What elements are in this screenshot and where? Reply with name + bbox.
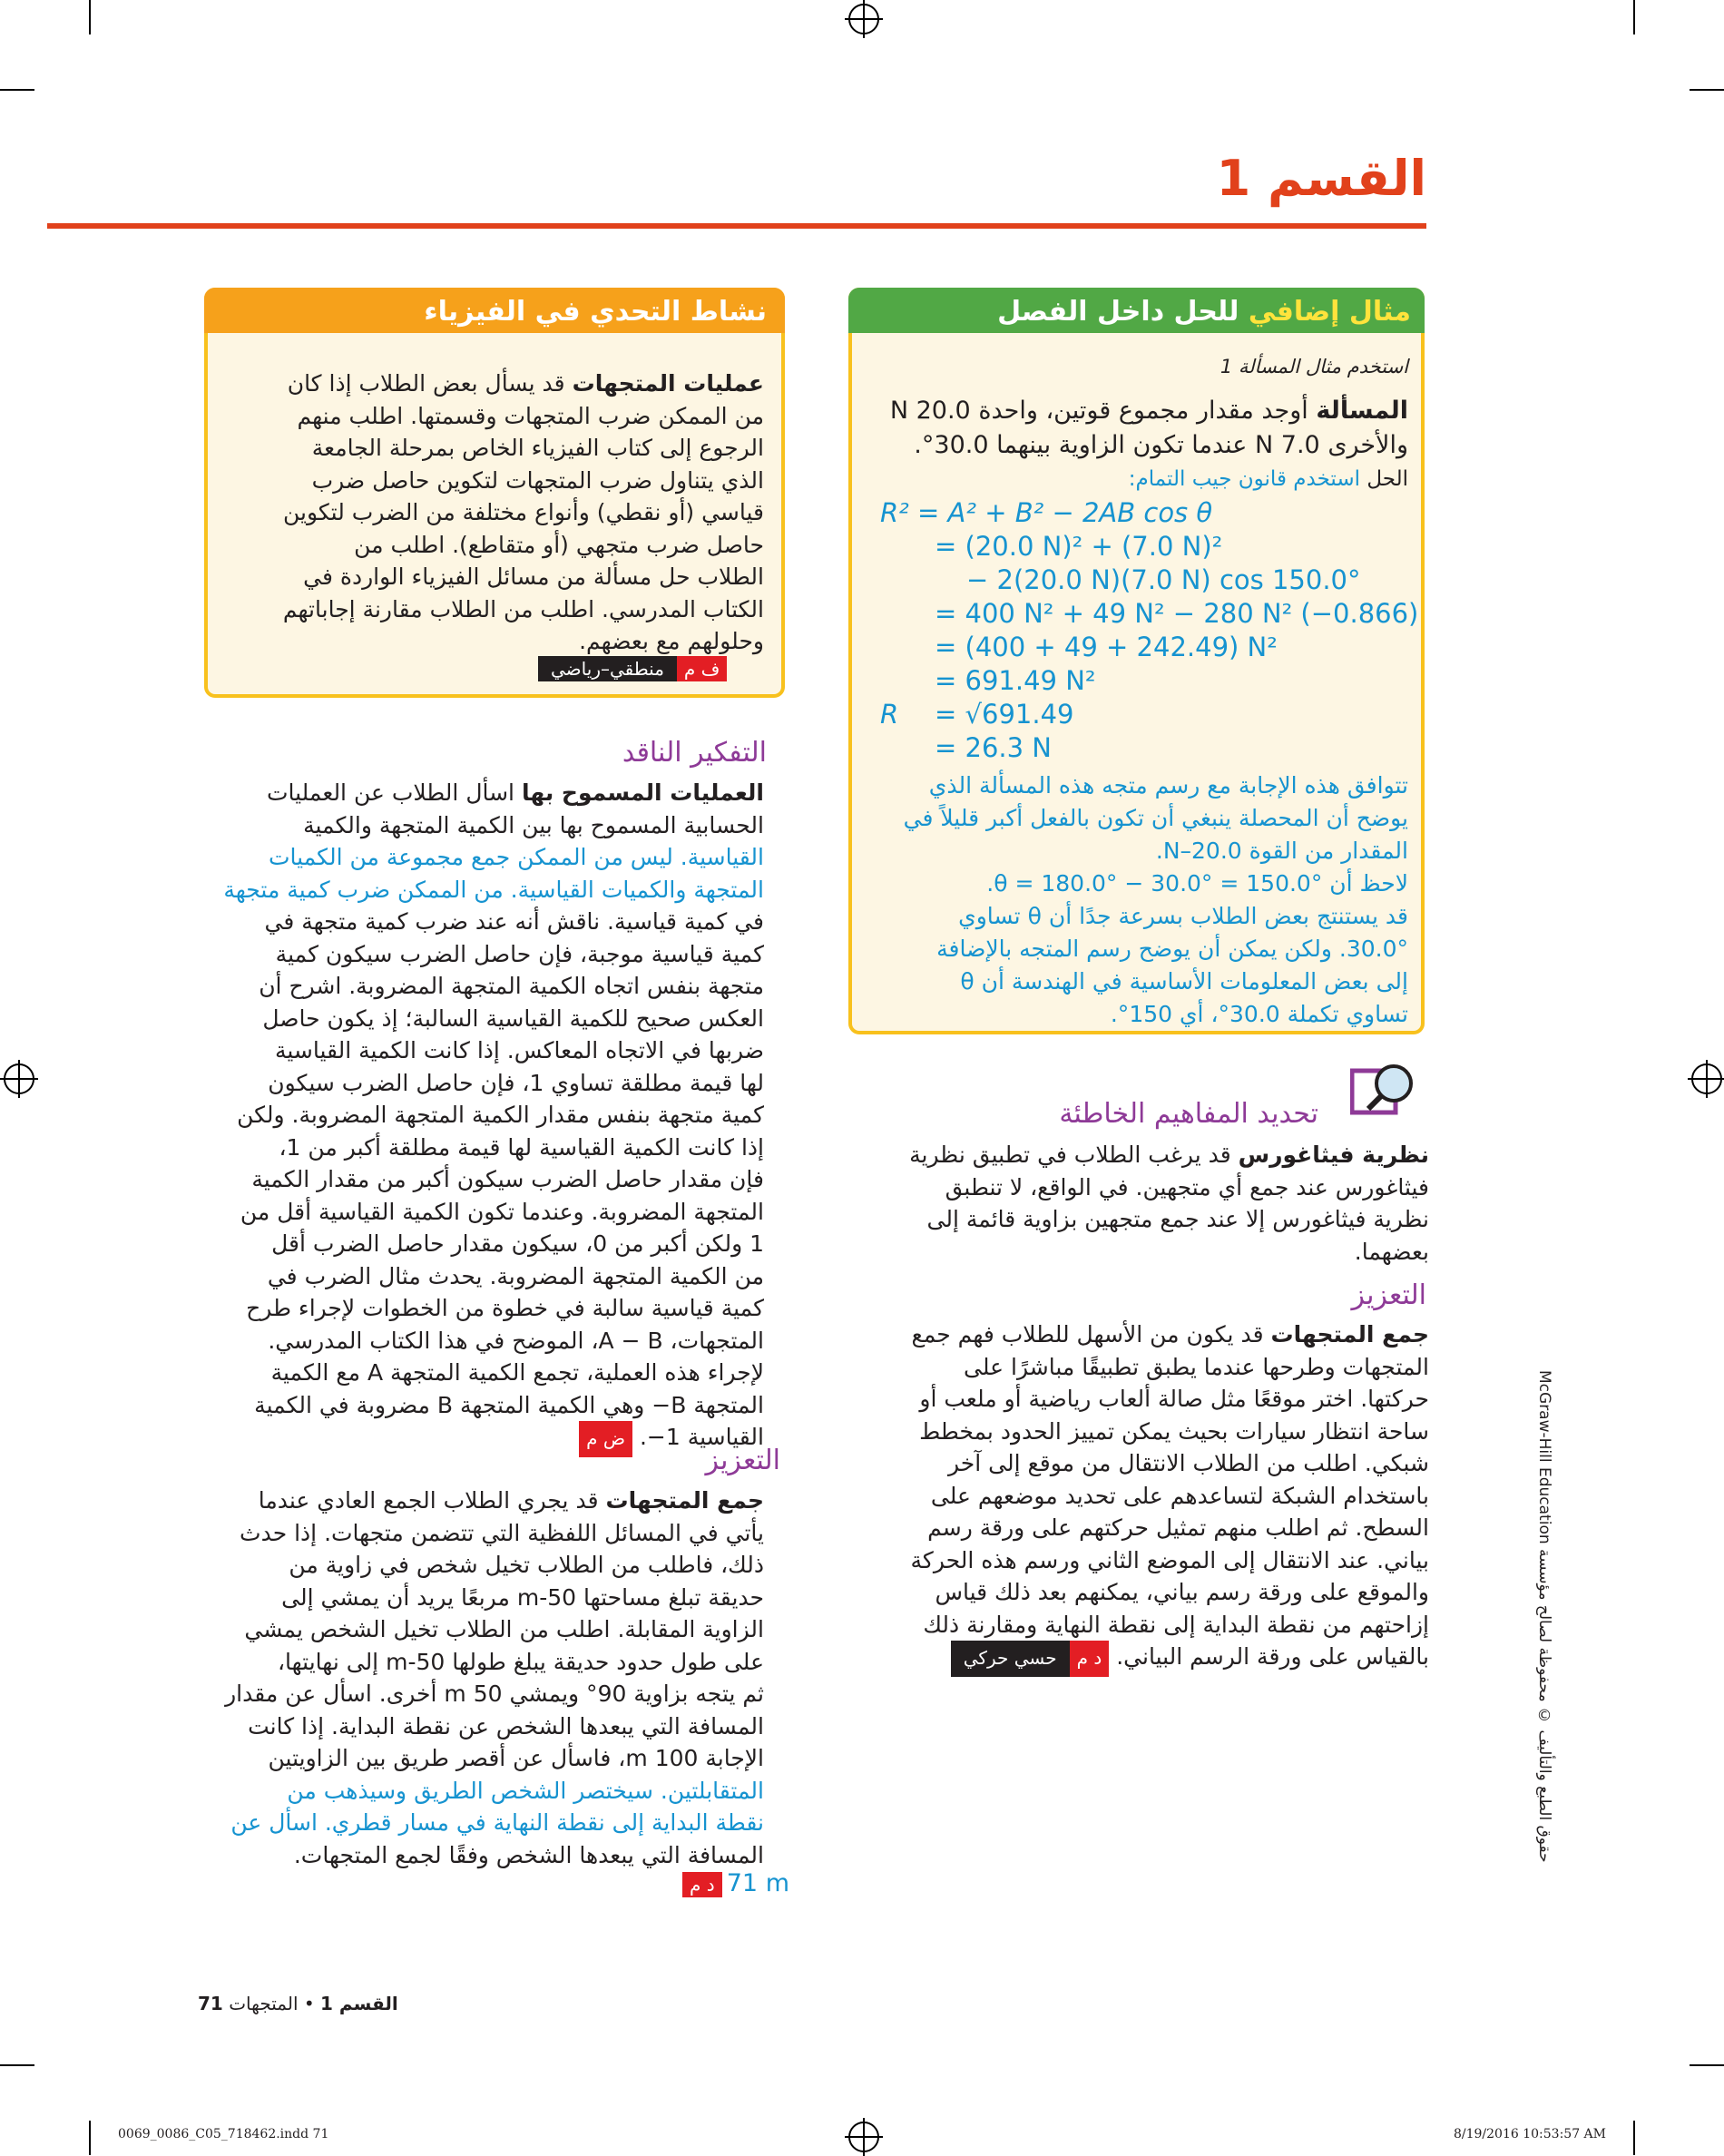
extra-example-title-prefix: مثال إضافي bbox=[1248, 296, 1411, 328]
ct-line: ضربها في الاتجاه المعاكس. إذا كانت الكمية القياسية bbox=[274, 1037, 764, 1063]
challenge-body bbox=[229, 368, 764, 658]
challenge-line: الذي يتناول ضرب المتجهات لتكوين حاصل ضرب bbox=[311, 466, 764, 494]
challenge-line: الكتاب المدرسي. اطلب من الطلاب مقارنة إجاباتهم bbox=[282, 595, 764, 622]
challenge-tags bbox=[538, 656, 727, 681]
tag-code: د م bbox=[1070, 1641, 1110, 1677]
rr-line: باستخدام الشبكة لتساعدهم على تحديد موضعهم على bbox=[930, 1482, 1429, 1509]
rr-line: بالقياس على ورقة الرسم البياني. bbox=[1116, 1643, 1429, 1670]
ct-line: المتجهة B− وهي الكمية المتجهة B مضروبة في الكمية bbox=[254, 1391, 764, 1418]
rl-line: يأتي في المسائل اللفظية التي تتضمن متجهات. إذا حدث bbox=[240, 1519, 764, 1546]
critical-thinking-body bbox=[211, 777, 764, 1457]
footer-separator: • bbox=[303, 1993, 315, 2014]
registration-mark-icon bbox=[848, 4, 879, 34]
mc-line: فيثاغورس عند جمع أي متجهين. في الواقع، لا تنطبق bbox=[945, 1173, 1429, 1200]
reinforcement-left-body bbox=[211, 1485, 764, 1871]
rl-line: نقطة البداية إلى نقطة النهاية في مسار قطري. اسأل عن bbox=[230, 1809, 764, 1836]
footer-chapter: المتجهات bbox=[229, 1993, 299, 2014]
ct-line: إذا كانت الكمية القياسية لها قيمة مطلقة أكبر من 1، bbox=[279, 1133, 764, 1161]
problem-label: المسألة bbox=[1316, 397, 1408, 425]
note-line: 30.0°. ولكن يمكن أن يوضح رسم المتجه بالإضافة bbox=[936, 936, 1408, 962]
registration-mark-icon bbox=[1691, 1063, 1722, 1094]
extra-example-title bbox=[997, 296, 1411, 328]
section-divider bbox=[47, 223, 1426, 229]
challenge-lead: عمليات المتجهات bbox=[572, 370, 764, 397]
challenge-line: قياسي (أو نقطي) وأنواع مختلفة من الضرب لتكوين bbox=[282, 499, 764, 525]
tag-code: ض م bbox=[579, 1421, 632, 1457]
rr-line: إزاحتهم من نقطة البداية إلى نقطة النهاية ومقارنة ذلك bbox=[923, 1611, 1429, 1638]
reinforcement-answer: 71 m bbox=[726, 1869, 789, 1897]
ct-line: متجهة بنفس اتجاه الكمية المتجهة المضروبة. اشرح أن bbox=[259, 973, 764, 999]
ct-line: 1 ولكن أكبر من 0، سيكون مقدار حاصل الضرب أقل bbox=[271, 1230, 764, 1257]
challenge-line: وحلولهم مع بعضهم. bbox=[579, 628, 764, 654]
extra-example-problem bbox=[864, 394, 1408, 463]
ct-line: لها قيمة مطلقة تساوي 1، فإن حاصل الضرب سيكون bbox=[268, 1069, 764, 1096]
mc-line: قد يرغب الطلاب في تطبيق نظرية bbox=[909, 1142, 1231, 1168]
ct-line: لإجراء هذه العملية، تجمع الكمية المتجهة A مع الكمية bbox=[270, 1359, 764, 1386]
ct-line: كمية قياسية موجبة، فإن حاصل الضرب سيكون كمية bbox=[275, 940, 764, 967]
date-slug: 8/19/2016 10:53:57 AM bbox=[1453, 2127, 1606, 2141]
file-slug: 0069_0086_C05_718462.indd 71 bbox=[118, 2127, 329, 2141]
problem-line: أوجد مقدار مجموع قوتين، واحدة 20.0 N bbox=[889, 397, 1308, 425]
ct-line: في كمية قياسية. ناقش أنه عند ضرب كمية متجهة في bbox=[264, 908, 764, 935]
page-number: 71 bbox=[198, 1993, 223, 2014]
ct-line: المتجهة المضروبة. وعندما تكون الكمية القياسية أقل من bbox=[240, 1198, 764, 1225]
ct-line: كمية قياسية سالبة في خطوة من الخطوات لإجراء طرح bbox=[246, 1295, 764, 1321]
reinforcement-right-body bbox=[867, 1318, 1429, 1677]
ct-line: القياسية 1−. bbox=[639, 1424, 764, 1450]
rl-line: قد يجري الطلاب الجمع العادي عندما bbox=[258, 1487, 599, 1514]
registration-mark-icon bbox=[4, 1063, 34, 1094]
reinforcement-answer-row bbox=[682, 1869, 789, 1897]
rl-line: المسافة التي يبعدها الشخص عن نقطة البداية. إذا كانت bbox=[248, 1712, 764, 1740]
mc-line: نظرية فيثاغورس إلا عند جمع متجهين بزاوية قائمة إلى bbox=[926, 1206, 1429, 1232]
reinforcement-lead: جمع المتجهات bbox=[605, 1487, 764, 1514]
rl-line: حديقة تبلغ مساحتها 50-m مربعًا يريد أن يمشي إلى bbox=[281, 1583, 764, 1611]
reinforcement-lead: جمع المتجهات bbox=[1270, 1321, 1429, 1348]
equation-line: R² = A² + B² − 2AB cos θ bbox=[880, 497, 1213, 528]
critical-thinking-lead: العمليات المسموح بها bbox=[521, 779, 764, 806]
challenge-line: قد يسأل بعض الطلاب إذا كان bbox=[287, 370, 565, 397]
equation-line: − 2(20.0 N)(7.0 N) cos 150.0° bbox=[966, 564, 1361, 595]
equation-line: = (20.0 N)² + (7.0 N)² bbox=[935, 531, 1223, 562]
ct-line: العكس صحيح للكمية القياسية السالبة؛ إذ يكون حاصل bbox=[262, 1004, 764, 1032]
problem-line: والأخرى 7.0 N عندما تكون الزاوية بينهما 30.0°. bbox=[914, 431, 1408, 459]
tag-code: د م bbox=[682, 1872, 722, 1897]
rl-line: الزاوية المقابلة. اطلب من الطلاب تخيل الشخص يمشي bbox=[244, 1616, 764, 1642]
section-title: القسم 1 bbox=[1216, 150, 1426, 207]
note-line: يوضح أن المحصلة ينبغي أن تكون بالفعل أكبر قليلاً في bbox=[903, 805, 1408, 831]
critical-thinking-heading: التفكير الناقد bbox=[622, 737, 767, 769]
rl-line: الإجابة 100 m، فاسأل عن أقصر طريق بين الزاويتين bbox=[268, 1745, 764, 1771]
equation-line: = 691.49 N² bbox=[935, 665, 1096, 696]
rr-line: المتجهات وطرحها عندما يطبق تطبيقًا مباشرًا على bbox=[964, 1353, 1429, 1380]
rl-line: المتقابلتين. سيختصر الشخص الطريق وسيذهب من bbox=[287, 1777, 764, 1804]
misconceptions-heading: تحديد المفاهيم الخاطئة bbox=[1059, 1098, 1318, 1130]
ct-line: من الكمية المتجهة المضروبة. يحدث مثال الضرب في bbox=[267, 1262, 764, 1289]
extra-example-intro: استخدم مثال المسألة 1 bbox=[1220, 356, 1408, 377]
tag-code: ف م bbox=[677, 656, 727, 681]
reinforcement-heading: التعزيز bbox=[705, 1445, 780, 1476]
equation-line: = √691.49 bbox=[935, 699, 1074, 730]
footer-section: القسم 1 bbox=[320, 1993, 398, 2014]
ct-line: فإن مقدار حاصل الضرب سيكون أكبر من مقدار الكمية bbox=[251, 1166, 764, 1192]
note-line: إلى بعض المعلومات الأساسية في الهندسة أن θ bbox=[960, 968, 1408, 995]
rr-line: ساحة انتظار سيارات بحيث يمكن تمييز الحدود بمخطط bbox=[919, 1417, 1429, 1445]
challenge-line: من الممكن ضرب المتجهات وقسمتها. اطلب منهم bbox=[297, 402, 764, 429]
rl-line: على طول حدود حديقة يبلغ طولها 50-m إلى نهايتها، bbox=[277, 1648, 764, 1675]
ct-line: المتجهات، A − B، الموضح في هذا الكتاب المدرسي. bbox=[268, 1327, 764, 1354]
tag-label: حسي حركي bbox=[951, 1641, 1070, 1677]
reinforcement-heading: التعزيز bbox=[1351, 1279, 1426, 1311]
ct-line: اسأل الطلاب عن العمليات bbox=[266, 779, 514, 806]
note-line: تتوافق هذه الإجابة مع رسم متجه هذه المسألة الذي bbox=[928, 772, 1408, 799]
ct-line: المتجهة والكميات القياسية. من الممكن ضرب كمية متجهة bbox=[223, 876, 764, 903]
challenge-line: الرجوع إلى كتاب الفيزياء الخاص بمرحلة الجامعة bbox=[311, 435, 764, 461]
extra-example-note bbox=[864, 769, 1408, 1031]
challenge-line: حاصل ضرب متجهي (أو متقاطع). اطلب من bbox=[354, 531, 764, 558]
rr-line: شبكي. اطلب من الطلاب الانتقال من موقع إلى آخر bbox=[948, 1450, 1429, 1476]
copyright-notice: حقوق الطبع والتأليف © محفوظة لصالح مؤسسة McGraw-Hill Education bbox=[1535, 1370, 1553, 1863]
mc-line: بعضهما. bbox=[1354, 1238, 1429, 1265]
note-line: قد يستنتج بعض الطلاب بسرعة جدًا أن θ تساوي bbox=[958, 903, 1408, 929]
extra-example-solution-label bbox=[864, 467, 1408, 491]
rr-line: بياني. عند الانتقال إلى الموضع الثاني ورسم هذه الحركة bbox=[910, 1546, 1429, 1573]
registration-mark-icon bbox=[848, 2122, 879, 2152]
challenge-title: نشاط التحدي في الفيزياء bbox=[424, 296, 767, 328]
tag-label: منطقي–رياضي bbox=[538, 656, 677, 681]
solution-label: الحل bbox=[1366, 467, 1408, 491]
page-footer bbox=[181, 1993, 398, 2014]
ct-line: الحسابية المسموح بها بين الكمية المتجهة والكمية bbox=[303, 811, 764, 838]
equation-line: = 400 N² + 49 N² − 280 N² (−0.866) bbox=[935, 598, 1419, 629]
extra-example-title-rest: للحل داخل الفصل bbox=[997, 296, 1239, 328]
magnifier-icon bbox=[1350, 1062, 1415, 1116]
equation-line: = (400 + 49 + 242.49) N² bbox=[935, 632, 1278, 662]
ct-line: القياسية. ليس من الممكن جمع مجموعة من الكميات bbox=[269, 844, 764, 870]
misconceptions-lead: نظرية فيثاغورس bbox=[1238, 1142, 1429, 1168]
equation-line: = 26.3 N bbox=[935, 732, 1052, 763]
ct-line: كمية متجهة بنفس مقدار الكمية المتجهة المضروبة. ولكن bbox=[237, 1102, 764, 1128]
rr-line: السطح. ثم اطلب منهم تمثيل حركتهم على ورقة رسم bbox=[927, 1514, 1429, 1541]
note-line: المقدار من القوة N–20.0. bbox=[1155, 838, 1408, 864]
note-line: تساوي تكملة 30.0°، أي 150°. bbox=[1110, 1001, 1408, 1027]
rr-line: قد يكون من الأسهل للطلاب فهم جمع bbox=[911, 1321, 1264, 1348]
rl-line: ذلك، فاطلب من الطلاب تخيل شخص في زاوية من bbox=[289, 1552, 764, 1578]
solution-hint: استخدم قانون جيب التمام: bbox=[1128, 467, 1361, 491]
rl-line: المسافة التي يبعدها الشخص وفقًا لجمع المتجهات. bbox=[293, 1841, 764, 1868]
note-line: لاحظ أن θ = 180.0° − 30.0° = 150.0°. bbox=[986, 870, 1408, 897]
rl-line: ثم يتجه بزاوية 90° ويمشي 50 m أخرى. اسأل عن مقدار bbox=[225, 1681, 764, 1707]
misconceptions-body bbox=[867, 1139, 1429, 1268]
challenge-line: الطلاب حل مسألة من مسائل الفيزياء الواردة في bbox=[303, 564, 764, 590]
rr-line: حركتها. اختر موقعًا مثل صالة ألعاب رياضية أو ملعب أو bbox=[919, 1386, 1429, 1412]
rr-line: والموقع على ورقة رسم بياني، يمكنهم بعد ذلك قياس bbox=[935, 1579, 1429, 1605]
equation-variable: R bbox=[880, 699, 899, 730]
